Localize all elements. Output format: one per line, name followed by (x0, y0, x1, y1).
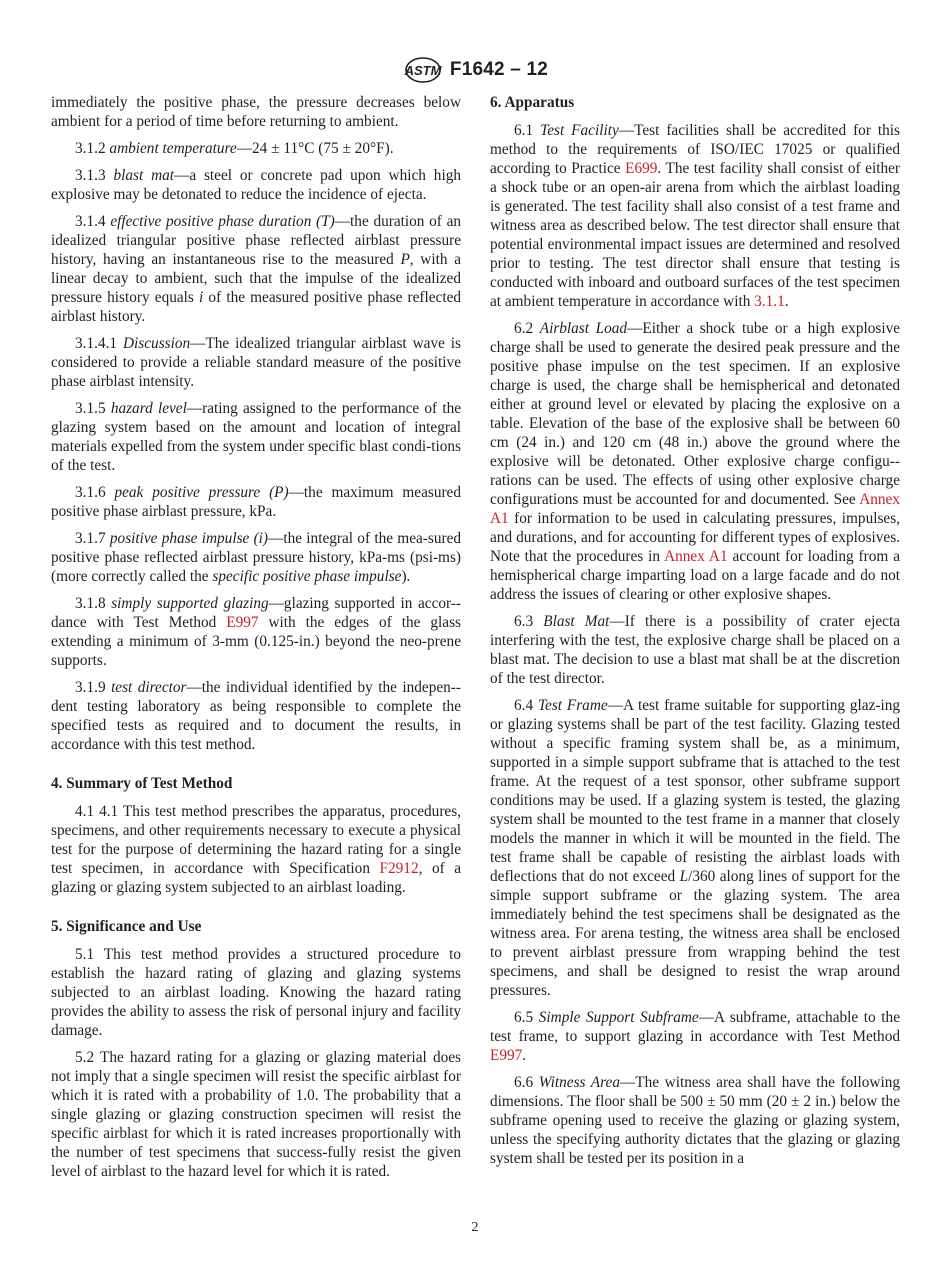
definition-text: —glazing supported in accor-dance with Test Method (51, 595, 462, 631)
section-number: 6.6 (514, 1074, 539, 1091)
paragraph-3-1-9 (51, 678, 461, 754)
definition-text: —the individual identified by the indepen-dent testing laboratory as being responsible to complete the specified tests as required and to document the results, in accordance with this test method. (51, 679, 462, 753)
section-number: 6.5 (514, 1009, 539, 1026)
paragraph-3-1-7 (51, 529, 461, 586)
defined-term: peak positive pressure (P) (114, 484, 289, 501)
paragraph-3-1-5 (51, 399, 461, 475)
paragraph-6-5 (490, 1008, 900, 1065)
page-number: 2 (471, 1220, 479, 1235)
section-number: 3.1.7 (75, 530, 110, 547)
paragraph-text: —If there is a possibility of crater ejecta interfering with the test, the explosive charge shall be placed on a blast mat. The decision to use a blast mat shall be at the discretion of the test director. (490, 613, 900, 687)
section-6-heading: 6. Apparatus (490, 94, 575, 111)
right-column (490, 93, 900, 1176)
paragraph-text: —A subframe, attachable to the test frame, to support glazing in accordance with Test Method (490, 1009, 900, 1045)
paragraph-text: —A test frame suitable for supporting glaz-ing or glazing systems shall be part of the test facility. Glazing tested without a specific framing system shall be, as a minimum, supported in a simple support subframe that is attached to the test frame. At the request of a test sponsor, other subframe support conditions may be used. If a glazing system is tested, the glazing system shall be mounted to the test frame in a manner that closely models the manner in which it will be mounted in the field. The test frame shall be capable of resisting the airblast loads with deflections that do not exceed (490, 697, 901, 885)
paragraph-3-1-2 (51, 139, 461, 158)
paragraph-5-1: 5.1 This test method provides a structured procedure to establish the hazard rating of glazing and glazing systems subjected to an airblast loading. Knowing the hazard rating provides the ability to assess the risk of personal injury and facility damage. (51, 946, 461, 1039)
standard-designation: F1642 – 12 (449, 59, 549, 80)
paragraph-text: —Test facilities shall be accredited for this method to the requirements of ISO/IEC 17025 or qualified according to Practice (490, 122, 900, 177)
link-f2912[interactable]: F2912 (379, 860, 419, 877)
paragraph-text: account for loading from a hemispherical charge imparting load on a large facade and do not address the issues of clearing or other explosive shapes. (490, 548, 900, 603)
definition-text: ). (401, 568, 411, 585)
defined-term: hazard level (110, 400, 187, 417)
page-header (0, 55, 950, 85)
section-number: 3.1.8 (75, 595, 112, 612)
paragraph-5-2: 5.2 The hazard rating for a glazing or glazing material does not imply that a single specimen will resist the specific airblast for which it is rated with a probability of 1.0. The probability that a single glazing or glazing construction specimen will resist the specific airblast for which it is rated increases proportionally with the number of test specimens that success-fully resist the given level of airblast to the hazard level for which it is rated. (51, 1049, 461, 1180)
paragraph-text: . The test facility shall consist of either a shock tube or an open-air arena from which the airblast loading is generated. The test facility shall also consist of a test frame and witness area as described below. The test director shall ensure that potential environmental impact issues are determined and resolved prior to testing. The test director shall ensure that testing is conducted with inboard and outboard surfaces of the test specimen at ambient temperature in accordance with (490, 160, 900, 310)
defined-term: positive phase impulse (i) (109, 530, 269, 547)
subsection-title: Airblast Load (539, 320, 628, 337)
paragraph-6-6 (490, 1073, 900, 1168)
discussion-text: —The idealized triangular airblast wave is considered to provide a reliable standard measure of the positive phase airblast intensity. (51, 335, 462, 390)
section-number: 3.1.6 (75, 484, 115, 501)
paragraph-3-1-4-1 (51, 334, 461, 391)
subsection-title: Simple Support Subframe (538, 1009, 699, 1026)
variable: P (400, 251, 410, 268)
link-e699[interactable]: E699 (625, 160, 658, 177)
definition-text: —a steel or concrete pad upon which high explosive may be detonated to reduce the incidence of ejecta. (51, 167, 461, 203)
defined-term: blast mat (113, 167, 175, 184)
section-number: 3.1.3 (75, 167, 114, 184)
defined-term: ambient temperature (109, 140, 237, 157)
paragraph-text: /360 along lines of support for the simple support subframe or the glazing system. The area immediately behind the test specimens shall be designated as the witness area. For arena testing, the witness area shall be enclosed to prevent airblast pressure from wrapping behind the test specimens, and shall be designed to resist the wrap around pressures. (490, 868, 900, 999)
definition-text: —the duration of an idealized triangular positive phase reflected airblast pressure history, having an instantaneous rise to the measured (51, 213, 462, 268)
subsection-title: Witness Area (538, 1074, 620, 1091)
link-annex-a1[interactable]: Annex A1 (490, 491, 900, 527)
link-annex-a1[interactable]: Annex A1 (664, 548, 728, 565)
section-number: 3.1.9 (75, 679, 112, 696)
emphasized-term: specific positive phase impulse (212, 568, 402, 585)
paragraph-text: —Either a shock tube or a high explosive charge shall be used to generate the desired peak pressure and the positive phase impulse on the test specimen. If an explosive charge is used, the charge shall be hemispherical and detonated either at ground level or elevated by placing the explosive on a table. Elevation of the base of the explosive shall be between 60 cm (24 in.) and 120 cm (48 in.) above the ground where the explosive will be detonated. Other explosive charge configu-rations can be used. The effects of using other explosive charge configurations must be accounted for and documented. See (490, 320, 901, 508)
discussion-label: Discussion (123, 335, 191, 352)
definition-text: , with a linear decay to ambient, such that the impulse of the idealized pressure history equals (51, 251, 461, 306)
subsection-title: Test Frame (537, 697, 608, 714)
defined-term: simply supported glazing (111, 595, 269, 612)
paragraph-3-1-3 (51, 166, 461, 204)
paragraph-3-1-4 (51, 212, 461, 326)
definition-text: —the integral of the mea-sured positive phase reflected airblast pressure history, kPa-ms (psi-ms) (more correctly called the (51, 530, 462, 585)
astm-logo-icon (402, 56, 444, 84)
paragraph-continuation: immediately the positive phase, the pressure decreases below ambient for a period of time before returning to ambient. (51, 94, 461, 130)
section-number: 6.1 (514, 122, 541, 139)
paragraph-6-3 (490, 612, 900, 688)
link-3-1-1[interactable]: 3.1.1 (754, 293, 785, 310)
section-number: 3.1.5 (75, 400, 111, 417)
section-number: 3.1.2 (75, 140, 110, 157)
variable: i (199, 289, 204, 306)
paragraph-6-4 (490, 696, 900, 1000)
definition-text: —rating assigned to the performance of the glazing system based on the amount and location of integral materials expelled from the system under specific blast condi-tions of the test. (51, 400, 462, 474)
paragraph-4-1 (51, 802, 461, 897)
variable: L (679, 868, 689, 885)
paragraph-text: , of a glazing or glazing system subjected to an airblast loading. (51, 860, 461, 896)
section-4-heading: 4. Summary of Test Method (51, 775, 233, 792)
paragraph-3-1-8 (51, 594, 461, 670)
paragraph-text: 4.1 4.1 This test method prescribes the apparatus, procedures, specimens, and other requirements necessary to execute a physical test for the purpose of determining the hazard rating for a single test specimen, in accordance with Specification (51, 803, 461, 877)
svg-text:ASTM: ASTM (404, 63, 442, 78)
section-number: 3.1.4 (75, 213, 111, 230)
definition-text: of the measured positive phase reflected airblast history. (51, 289, 462, 325)
paragraph-6-1 (490, 121, 900, 311)
definition-text: with the edges of the glass extending a minimum of 3-mm (0.125-in.) beyond the neo-prene supports. (51, 614, 461, 669)
subsection-title: Test Facility (540, 122, 619, 139)
paragraph-text: . (784, 293, 789, 310)
definition-text: —24 ± 11°C (75 ± 20°F). (236, 140, 394, 157)
subsection-title: Blast Mat (543, 613, 610, 630)
section-5-heading: 5. Significance and Use (51, 918, 202, 935)
paragraph-3-1-6 (51, 483, 461, 521)
paragraph-text: . (522, 1047, 527, 1064)
paragraph-6-2 (490, 319, 900, 604)
defined-term: effective positive phase duration (T) (110, 213, 335, 230)
paragraph-text: —The witness area shall have the following dimensions. The floor shall be 500 ± 50 mm (20 ± 2 in.) below the subframe opening used to receive the glazing or glazing system, unless the specifying authority dictates that the glazing or glazing system shall be tested per its position in a (490, 1074, 900, 1167)
section-number: 6.2 (514, 320, 540, 337)
definition-text: —the maximum measured positive phase airblast pressure, kPa. (51, 484, 461, 520)
link-e997[interactable]: E997 (490, 1047, 523, 1064)
section-number: 6.3 (514, 613, 544, 630)
paragraph-text: for information to be used in calculating pressures, impulses, and durations, and for accounting for different types of explosives. Note that the procedures in (490, 510, 900, 565)
section-number: 3.1.4.1 (75, 335, 123, 352)
section-number: 6.4 (514, 697, 538, 714)
link-e997[interactable]: E997 (226, 614, 259, 631)
defined-term: test director (111, 679, 187, 696)
left-column (51, 93, 461, 1189)
